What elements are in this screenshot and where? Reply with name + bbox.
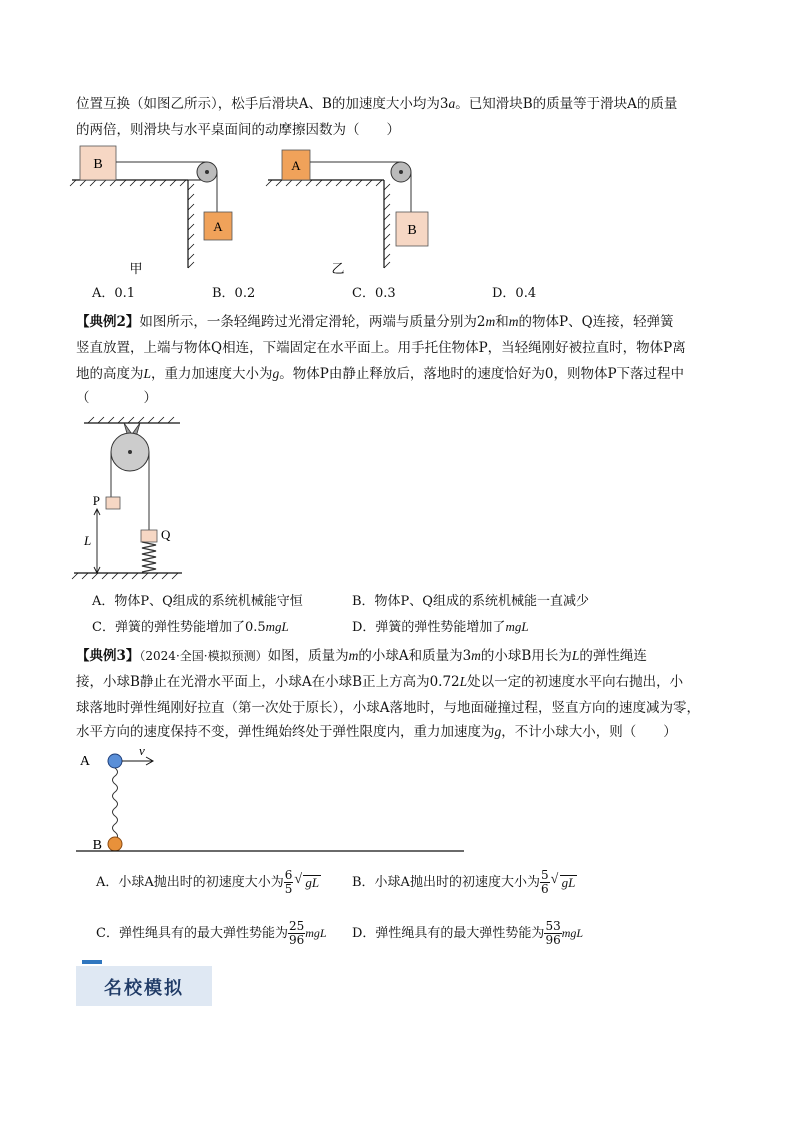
q3-option-b[interactable]: B．小球A抛出时的初速度大小为 $\frac{5}{6}$ √ gL [352, 868, 577, 898]
q1-option-b[interactable]: B．0.2 [212, 286, 256, 301]
block-q [141, 530, 157, 542]
q2-line-4: （ ） [76, 390, 157, 406]
figure-1 [70, 140, 430, 275]
caption-jia: 甲 [129, 262, 143, 277]
label-ball-b: B [92, 838, 102, 853]
figure-2 [70, 415, 190, 585]
q3-line-3: 球落地时弹性绳刚好拉直（第一次处于原长），小球A落地时，与地面碰撞过程，竖直方向的速度减为零， [76, 700, 700, 716]
section-heading [76, 966, 212, 1006]
label-ball-a: A [79, 754, 90, 769]
spring [142, 542, 156, 572]
q1-option-c[interactable]: C．0.3 [352, 286, 396, 301]
q1-option-d[interactable]: D．0.4 [492, 286, 537, 301]
caption-yi: 乙 [331, 262, 345, 277]
intro-line-1: 位置互换（如图乙所示），松手后滑块A、B的加速度大小均为3a。已知滑块B的质量等于滑块A的质量 [76, 96, 678, 112]
block-b-left-label: B [93, 157, 103, 172]
q3-option-d[interactable]: D．弹性绳具有的最大弹性势能为 $\frac{53}{96}$ mgL [352, 919, 584, 947]
figure-1-right [266, 150, 428, 277]
q2-option-b[interactable]: B．物体P、Q组成的系统机械能一直减少 [352, 594, 589, 609]
q2-tag: 【典例2】 [76, 314, 140, 330]
figure-3 [76, 745, 476, 855]
q3-tag: 【典例3】 [76, 648, 140, 664]
block-a-hanging-label: A [213, 219, 223, 234]
q3-line-2: 接，小球B静止在光滑水平面上，小球A在小球B正上方高为0.72L处以一定的初速度水平向右抛出，小 [76, 674, 684, 690]
intro-line-2: 的两倍，则滑块与水平桌面间的动摩擦因数为（ ） [76, 122, 400, 138]
q3-option-c[interactable]: C．弹性绳具有的最大弹性势能为 $\frac{25}{96}$ mgL [96, 919, 327, 947]
label-v: v [139, 743, 145, 758]
q1-option-a[interactable]: A．0.1 [92, 286, 136, 301]
section-accent-bar [82, 960, 102, 964]
q2-line-3: 地的高度为L，重力加速度大小为g。物体P由静止释放后，落地时的速度恰好为0，则物体P下落过程中 [76, 366, 685, 382]
ball-a [108, 754, 122, 768]
block-a-right-label: A [291, 158, 301, 173]
q2-option-c[interactable]: C．弹簧的弹性势能增加了0.5mgL [92, 619, 289, 635]
q2-line-2: 竖直放置，上端与物体Q相连，下端固定在水平面上。用手托住物体P，当轻绳刚好被拉直时，物体P离 [76, 340, 686, 356]
block-p [106, 497, 120, 509]
block-b-hanging-label: B [407, 223, 417, 238]
label-p: P [92, 493, 100, 508]
ball-b [108, 837, 122, 851]
q3-option-a[interactable]: A．小球A抛出时的初速度大小为 $\frac{6}{5}$ √ gL [96, 868, 321, 898]
q3-line-1: 【典例3】（2024·全国·模拟预测）如图，质量为m的小球A和质量为3m的小球B用长为L的弹性绳连 [76, 648, 647, 664]
figure-1-left [70, 146, 232, 277]
q2-option-d[interactable]: D．弹簧的弹性势能增加了mgL [352, 619, 529, 635]
elastic-cord [113, 768, 118, 848]
section-title: 名校模拟 [104, 978, 184, 999]
label-q: Q [161, 527, 171, 542]
q2-option-a[interactable]: A．物体P、Q组成的系统机械能守恒 [92, 594, 303, 609]
q2-line-1: 【典例2】如图所示，一条轻绳跨过光滑定滑轮，两端与质量分别为2m和m的物体P、Q连接，轻弹簧 [76, 314, 674, 330]
label-l: L [84, 533, 92, 548]
q3-line-4: 水平方向的速度保持不变，弹性绳始终处于弹性限度内，重力加速度为g，不计小球大小，则（ ） [76, 724, 677, 740]
